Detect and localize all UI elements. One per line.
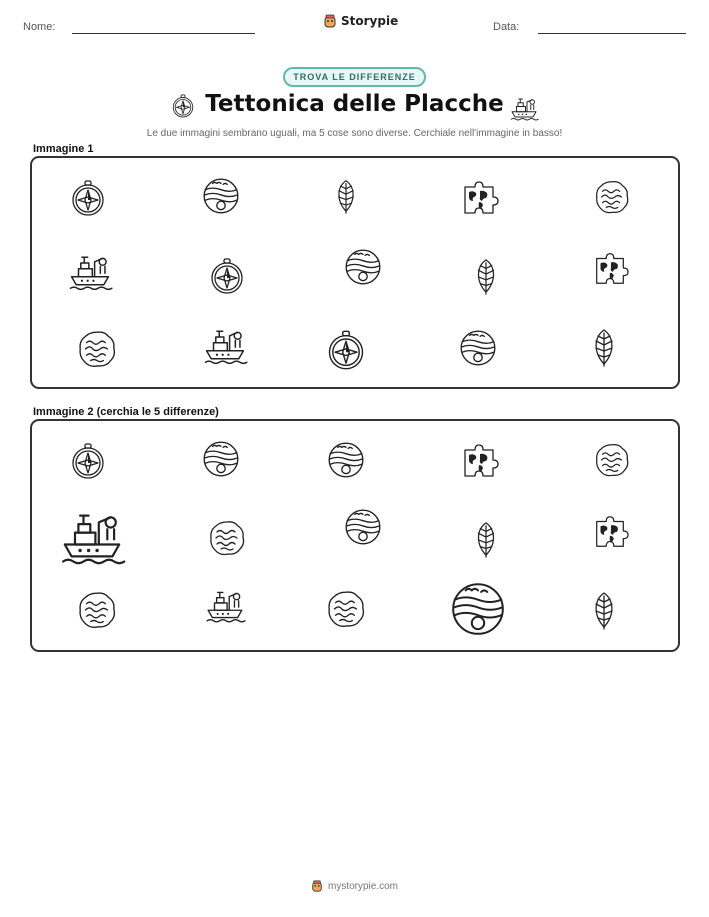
image-1-earth-layers-icon [342,246,384,288]
image-2-brain-coral-icon[interactable] [593,441,631,479]
image-1-earth-layers-icon [457,327,499,369]
image-2-label: Immagine 2 (cerchia le 5 differenze) [33,406,219,418]
image-2-earth-layers-icon[interactable] [342,506,384,548]
image-1-brain-coral-icon [76,328,118,370]
image-1-leaf-icon [467,257,505,295]
image-1-ship-icon [67,248,113,294]
title-ship-icon [509,93,539,128]
image-2-ship-icon[interactable] [204,584,246,626]
footer [0,880,709,892]
date-label: Data: [493,21,520,33]
image-1-compass-icon [324,328,368,372]
footer-url: mystorypie.com [327,880,398,892]
image-1-leaf-icon [584,327,624,367]
image-2-earth-layers-icon[interactable] [200,438,242,480]
storypie-mascot-icon [311,880,323,892]
image-2-brain-coral-icon[interactable] [76,589,118,631]
image-2-brain-coral-icon[interactable] [207,518,247,558]
image-2-earth-layers-icon[interactable] [325,439,367,481]
image-1-leaf-icon [328,178,364,214]
name-line[interactable] [72,33,255,34]
image-1-brain-coral-icon [593,178,631,216]
title-compass-icon [170,93,196,124]
image-2-leaf-icon[interactable] [467,520,505,558]
image-2-world-puzzle-icon[interactable] [459,441,499,481]
image-1-compass-icon [68,178,108,218]
image-1-ship-icon [202,322,248,368]
image-1-world-puzzle-icon [591,250,629,288]
name-label: Nome: [23,21,56,33]
brand-logo [323,14,398,28]
storypie-mascot-icon [323,14,337,28]
image-2-earth-layers-icon[interactable] [447,578,509,640]
image-2-world-puzzle-icon[interactable] [591,513,629,551]
image-1-label: Immagine 1 [33,143,94,155]
image-2-brain-coral-icon[interactable] [325,588,367,630]
image-1-world-puzzle-icon [459,178,499,218]
activity-badge: TROVA LE DIFFERENZE [283,67,426,87]
image-2-leaf-icon[interactable] [584,590,624,630]
image-1-compass-icon [207,256,247,296]
page-title: Tettonica delle Placche [205,91,504,117]
image-2-ship-icon[interactable] [58,502,126,570]
date-line[interactable] [538,33,686,34]
image-2-compass-icon[interactable] [68,441,108,481]
brand-name: Storypie [341,14,399,28]
instructions: Le due immagini sembrano uguali, ma 5 cose sono diverse. Cerchiale nell'immagine in basso! [146,128,563,139]
image-1-earth-layers-icon [200,175,242,217]
